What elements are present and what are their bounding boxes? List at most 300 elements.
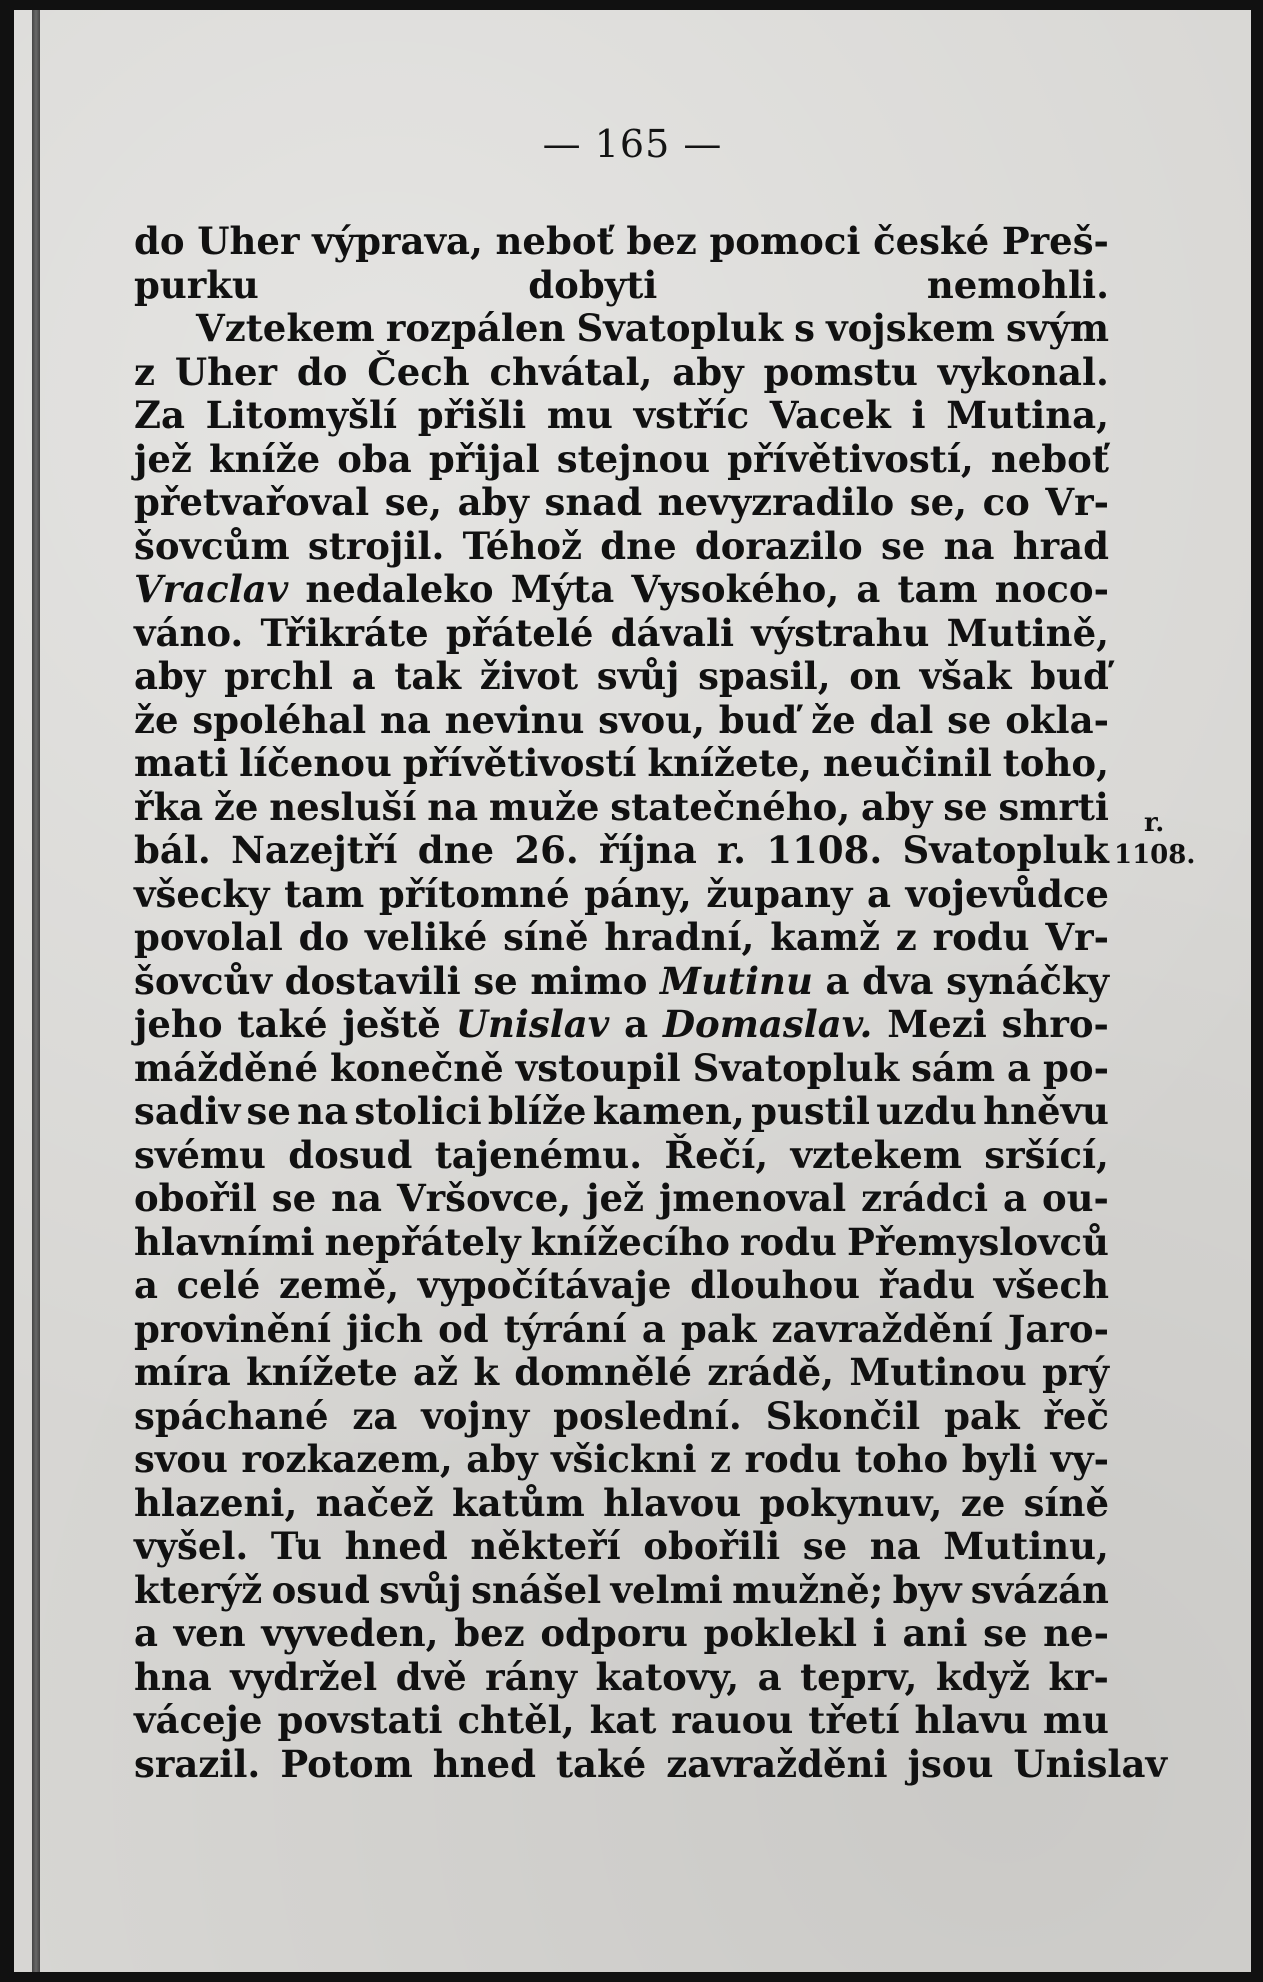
word: všecky: [134, 871, 270, 916]
word: pomoci: [709, 219, 861, 263]
word: spoléhal: [192, 697, 367, 742]
word: stejnou: [556, 436, 711, 481]
word: Mutinou: [849, 1350, 1027, 1394]
word: z: [134, 349, 156, 394]
word: a: [825, 958, 850, 1003]
word: váceje: [134, 1698, 263, 1742]
word: výstrahu: [751, 610, 930, 655]
text-line: [134, 481, 1109, 525]
text-line: [134, 264, 1109, 308]
word: Mutinu: [660, 958, 813, 1003]
text-line: [134, 612, 1109, 656]
word: buď: [718, 697, 798, 742]
word: hlavními: [134, 1219, 315, 1264]
text-line: [134, 568, 1109, 612]
word: župany: [706, 871, 853, 916]
word: Svatopluk: [576, 306, 783, 350]
word: Skončil: [765, 1393, 921, 1438]
word: vztekem: [790, 1132, 962, 1177]
word: hlavou: [603, 1480, 742, 1525]
word: Svatopluk: [902, 828, 1109, 872]
word: nesluší: [269, 784, 417, 829]
word: neboť: [990, 436, 1109, 481]
word: se: [246, 1089, 291, 1133]
word: chtěl,: [457, 1698, 575, 1742]
word: purku: [134, 262, 259, 307]
word: toho: [854, 1437, 949, 1481]
word: ven: [173, 1611, 246, 1655]
word: se: [947, 697, 992, 742]
word: Vr-: [1045, 915, 1109, 959]
word: on: [849, 654, 901, 698]
word: a: [134, 1263, 158, 1307]
text-line: [134, 1699, 1109, 1743]
word: Unislav: [1013, 1741, 1167, 1786]
word: svůj: [596, 654, 680, 698]
word: načež: [315, 1480, 434, 1525]
word: přišli: [417, 393, 527, 437]
word: hned: [344, 1524, 448, 1568]
word: poklekl: [703, 1611, 858, 1655]
word: že: [134, 697, 179, 742]
word: velmi: [610, 1567, 723, 1612]
word: hlavu: [914, 1698, 1028, 1742]
word: nepřátely: [324, 1219, 521, 1264]
word: a: [757, 1654, 782, 1699]
word: r.: [717, 828, 747, 872]
word: Téhož: [462, 523, 583, 568]
word: dlouhou: [690, 1263, 861, 1307]
word: mu: [546, 393, 613, 437]
word: na: [427, 784, 479, 829]
word: hned: [432, 1741, 536, 1786]
word: Nazejtří: [231, 828, 398, 872]
word: však: [919, 654, 1012, 698]
text-line: [134, 786, 1109, 830]
word: Potom: [280, 1741, 413, 1786]
word: smrti: [998, 784, 1109, 829]
margin-note-year: 1108.: [1114, 840, 1196, 870]
word: řeč: [1043, 1393, 1109, 1438]
word: obořil: [134, 1176, 257, 1220]
book-page: [14, 10, 1251, 1972]
word: strojil.: [307, 523, 445, 568]
word: Svatopluk: [692, 1045, 900, 1090]
word: na: [379, 697, 431, 742]
word: aby: [861, 784, 933, 829]
word: Přemyslovců: [846, 1219, 1109, 1264]
word: muže: [488, 784, 600, 829]
word: a: [624, 1002, 649, 1046]
word: dne: [417, 828, 495, 872]
word: ou-: [1041, 1176, 1109, 1220]
word: Jaro-: [1007, 1306, 1109, 1351]
word: když: [935, 1654, 1030, 1699]
word: se: [943, 784, 988, 829]
word: a: [1003, 1176, 1027, 1220]
word: spáchané: [134, 1393, 329, 1438]
word: kat: [589, 1698, 657, 1742]
word: pustil: [751, 1089, 870, 1133]
word: října: [598, 828, 697, 872]
word: na: [869, 1524, 921, 1568]
word: provinění: [134, 1306, 331, 1351]
word: někteří: [470, 1524, 621, 1568]
word: tam: [897, 567, 978, 611]
word: síně: [1023, 1480, 1109, 1525]
word: kamen,: [592, 1089, 745, 1133]
word: byv: [892, 1567, 962, 1612]
word: 1108.: [766, 828, 883, 872]
word: ze: [960, 1480, 1006, 1525]
word: knížete,: [647, 741, 813, 785]
word: na: [943, 523, 995, 568]
word: Mutině,: [946, 610, 1109, 655]
word: síně: [503, 915, 589, 959]
word: celé: [176, 1263, 261, 1307]
word: sadiv: [134, 1089, 241, 1133]
word: rodu: [932, 915, 1030, 959]
word: a: [866, 871, 891, 916]
text-line: [134, 1438, 1109, 1482]
word: blíže: [487, 1089, 587, 1133]
word: kr-: [1048, 1654, 1109, 1699]
text-line: [134, 1612, 1109, 1656]
text-line: [134, 1090, 1109, 1134]
word: přítomné: [378, 871, 570, 916]
word: Unislav: [455, 1002, 610, 1046]
text-line: [134, 1047, 1109, 1091]
word: Čech: [367, 349, 470, 394]
word: Mezi: [887, 1002, 987, 1046]
word: míra: [134, 1350, 231, 1394]
word: Mýta: [510, 567, 615, 611]
word: a: [856, 567, 881, 611]
word: domnělé: [514, 1350, 692, 1394]
word: poslední.: [553, 1393, 742, 1438]
word: katovy,: [595, 1654, 740, 1699]
word: mážděné: [134, 1045, 318, 1090]
word: k: [473, 1350, 499, 1394]
text-line: [134, 1482, 1109, 1526]
word: tajenému.: [434, 1132, 643, 1177]
word: spasil,: [698, 654, 831, 698]
word: mati: [134, 741, 229, 785]
word: řka: [134, 784, 204, 829]
word: katům: [452, 1480, 585, 1525]
word: jež: [134, 436, 192, 481]
word: toho,: [1002, 741, 1109, 785]
word: svázán: [970, 1567, 1109, 1612]
word: okla-: [1005, 697, 1109, 742]
word: z: [710, 1437, 732, 1481]
word: tam: [284, 871, 365, 916]
word: tak: [394, 654, 462, 698]
word: veliké: [365, 915, 488, 959]
word: aby: [134, 654, 206, 698]
word: dorazilo: [694, 523, 863, 568]
word: srazil.: [134, 1741, 261, 1786]
word: přijal: [428, 436, 540, 481]
word: a: [134, 1611, 158, 1655]
word: hna: [134, 1654, 212, 1699]
word: rány: [485, 1654, 577, 1699]
word: na: [331, 1176, 382, 1220]
word: rodu: [739, 1219, 837, 1264]
word: jež: [586, 1176, 645, 1220]
word: svému: [134, 1132, 266, 1177]
word: Vacek: [769, 393, 891, 437]
word: statečného,: [610, 784, 851, 829]
word: rozkazem,: [241, 1437, 453, 1481]
word: přátelé: [445, 610, 594, 655]
text-line: [134, 1656, 1109, 1700]
word: že: [213, 784, 259, 829]
word: z: [895, 915, 917, 959]
body-text: [134, 219, 1167, 1786]
word: snad: [544, 480, 643, 524]
word: zavražděni: [666, 1741, 888, 1786]
word: Za: [134, 393, 185, 437]
word: stolici: [354, 1089, 482, 1133]
word: líčenou: [239, 741, 392, 785]
word: šovcův: [134, 958, 272, 1003]
word: dal: [869, 697, 934, 742]
word: buď: [1030, 654, 1109, 698]
word: teprv,: [800, 1654, 918, 1699]
word: vy-: [1050, 1437, 1109, 1481]
word: byli: [961, 1437, 1038, 1481]
text-line: [134, 1569, 1109, 1613]
word: ani: [902, 1611, 968, 1655]
text-line: [134, 1003, 1109, 1047]
word: kníže: [209, 436, 321, 481]
word: a: [1007, 1045, 1032, 1090]
word: Mutinu,: [943, 1524, 1109, 1568]
word: hradní,: [604, 915, 755, 959]
word: vojevůdce: [905, 871, 1109, 916]
word: Vysokého,: [631, 567, 840, 611]
word: Vr-: [1045, 480, 1109, 524]
text-line: [134, 829, 1109, 873]
word: Preš-: [1001, 219, 1109, 263]
word: třetí: [808, 1698, 900, 1742]
word: mužně;: [732, 1567, 884, 1612]
text-line: [134, 873, 1109, 917]
word: ještě: [342, 1002, 441, 1046]
word: všickni: [551, 1437, 697, 1481]
word: rauou: [671, 1698, 794, 1742]
word: synáčky: [946, 958, 1109, 1003]
word: země,: [279, 1263, 400, 1307]
word: Vraclav: [134, 567, 289, 611]
text-line: [134, 1308, 1109, 1352]
text-line: [134, 1741, 1167, 1787]
text-line: [134, 1134, 1109, 1178]
word: svou: [134, 1437, 228, 1481]
word: kterýž: [134, 1567, 263, 1612]
word: jich: [346, 1306, 423, 1351]
word: i: [872, 1611, 887, 1655]
word: vstříc: [633, 393, 750, 437]
word: české: [873, 219, 990, 263]
word: knížecího: [530, 1219, 730, 1264]
word: pomstu: [763, 349, 918, 394]
word: 26.: [514, 828, 579, 872]
word: noco-: [994, 567, 1109, 611]
word: odporu: [540, 1611, 688, 1655]
word: povstati: [277, 1698, 443, 1742]
word: obořili: [643, 1524, 781, 1568]
word: život: [479, 654, 579, 698]
word: Uher: [197, 219, 300, 263]
word: přívětivostí: [402, 741, 637, 785]
word: prchl: [224, 654, 333, 698]
word: řadu: [878, 1263, 975, 1307]
text-line: [134, 1264, 1109, 1308]
word: mu: [1042, 1698, 1109, 1742]
word: mimo: [530, 958, 648, 1003]
word: hrad: [1012, 523, 1109, 568]
word: se: [802, 1524, 848, 1568]
word: bál.: [134, 828, 211, 872]
word: pány,: [584, 871, 692, 916]
word: hlazeni,: [134, 1480, 298, 1525]
word: s: [794, 306, 815, 350]
word: pak: [944, 1393, 1020, 1438]
text-line: [134, 1221, 1109, 1265]
word: dosud: [288, 1132, 413, 1177]
word: váno.: [134, 610, 244, 655]
word: uzdu: [876, 1089, 977, 1133]
word: nedaleko: [305, 567, 494, 611]
word: vojny: [421, 1393, 530, 1438]
word: neboť: [495, 219, 614, 263]
word: se,: [909, 480, 968, 524]
text-line: [134, 916, 1109, 960]
word: povolal: [134, 915, 283, 959]
word: Třikráte: [260, 610, 429, 655]
word: sám: [911, 1045, 996, 1090]
word: rozpálen: [385, 306, 566, 350]
word: pokynuv,: [759, 1480, 943, 1525]
word: se: [271, 1176, 317, 1220]
text-line: [134, 960, 1109, 1004]
word: dvě: [395, 1654, 467, 1699]
text-line: [134, 1177, 1109, 1221]
word: od: [438, 1306, 489, 1351]
word: svou,: [598, 697, 705, 742]
word: Tu: [270, 1524, 322, 1568]
word: nevinu: [444, 697, 585, 742]
word: osud: [271, 1567, 370, 1612]
word: jeho: [134, 1002, 223, 1046]
text-line: [134, 699, 1109, 743]
word: co: [982, 480, 1030, 524]
word: bez: [454, 1611, 525, 1655]
word: vypočítávaje: [417, 1263, 672, 1307]
page-number: — 165 —: [542, 122, 723, 166]
word: svým: [1006, 306, 1109, 350]
word: neučinil: [822, 741, 992, 785]
word: ne-: [1043, 1611, 1109, 1655]
word: Domaslav.: [662, 1002, 873, 1046]
word: a: [351, 654, 376, 698]
word: Vztekem: [196, 306, 375, 350]
text-line: [134, 1395, 1109, 1439]
word: výprava,: [312, 219, 483, 263]
word: a: [641, 1306, 666, 1351]
word: se: [473, 958, 518, 1003]
text-line: [134, 1525, 1109, 1569]
word: vyšel.: [134, 1524, 249, 1568]
word: do: [134, 219, 185, 263]
word: se: [983, 1611, 1028, 1655]
word: do: [296, 349, 348, 394]
text-line: [134, 742, 1109, 786]
word: Litomyšlí: [205, 393, 398, 437]
word: zavraždění: [771, 1306, 993, 1351]
word: dávali: [610, 610, 735, 655]
word: dostavili: [284, 958, 461, 1003]
word: všech: [993, 1263, 1109, 1307]
word: hněvu: [983, 1089, 1109, 1133]
word: do: [298, 915, 350, 959]
word: Uher: [174, 349, 278, 394]
word: se: [880, 523, 926, 568]
word: nevyzradilo: [657, 480, 895, 524]
word: bez: [626, 219, 697, 263]
word: šovcům: [134, 523, 290, 568]
word: oba: [337, 436, 412, 481]
word: aby: [672, 349, 744, 394]
word: aby: [457, 480, 529, 524]
word: dva: [862, 958, 934, 1003]
word: Vršovce,: [396, 1176, 572, 1220]
word: vydržel: [230, 1654, 378, 1699]
page-edge-shadow: [32, 10, 40, 1972]
word: zrádci: [861, 1176, 989, 1220]
word: i: [911, 393, 926, 437]
word: přetvařoval: [134, 480, 370, 524]
word: také: [555, 1741, 647, 1786]
text-line: [134, 525, 1109, 569]
word: za: [352, 1393, 398, 1438]
word: jmenoval: [658, 1176, 847, 1220]
text-line: [134, 1351, 1109, 1395]
word: vykonal.: [937, 349, 1109, 394]
word: se,: [384, 480, 442, 524]
word: svůj: [379, 1567, 462, 1612]
word: snášel: [471, 1567, 602, 1612]
word: také: [237, 1002, 328, 1046]
word: vojskem: [826, 306, 995, 350]
margin-note-year-label: r.: [1144, 808, 1165, 838]
word: Řečí,: [664, 1132, 769, 1177]
word: týrání: [503, 1306, 627, 1351]
word: kamž: [770, 915, 880, 959]
text-line: [134, 307, 1109, 351]
word: shro-: [1001, 1002, 1109, 1046]
word: zrádě,: [707, 1350, 835, 1394]
word: na: [297, 1089, 349, 1133]
word: knížete: [245, 1350, 398, 1394]
word: Mutina,: [946, 393, 1109, 437]
word: až: [413, 1350, 459, 1394]
text-line: [134, 438, 1109, 482]
word: přívětivostí,: [727, 436, 974, 481]
word: po-: [1043, 1045, 1109, 1090]
